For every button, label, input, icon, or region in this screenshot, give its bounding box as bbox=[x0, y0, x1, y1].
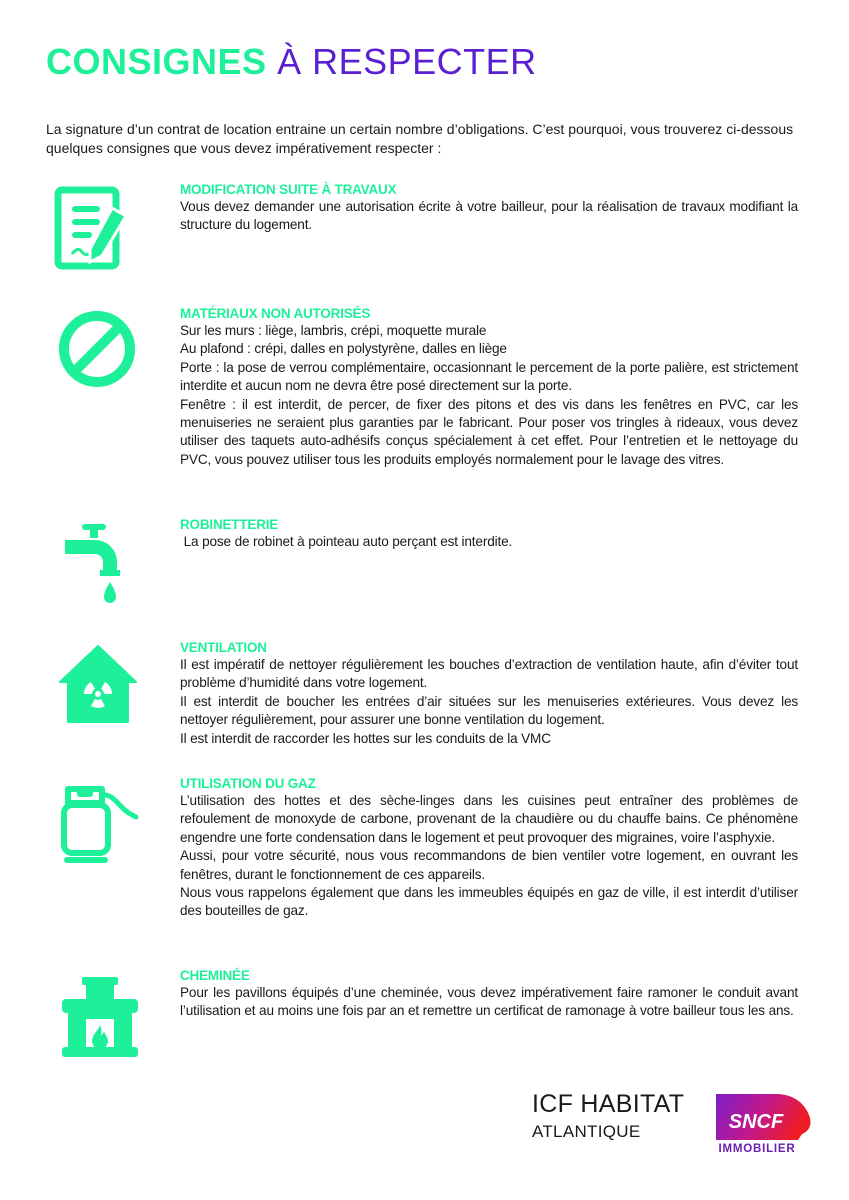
section-line: Sur les murs : liège, lambris, crépi, moquette murale bbox=[180, 323, 487, 338]
sncf-logo-text: SNCF bbox=[728, 1111, 784, 1133]
title-part-1: CONSIGNES bbox=[46, 41, 267, 82]
section-line: Aussi, pour votre sécurité, nous vous recommandons de bien ventiler votre logement, en ouvrant les fenêtres, durant le fonctionnement de ces appareils. bbox=[180, 848, 798, 882]
section-body bbox=[180, 656, 798, 748]
page-title bbox=[46, 40, 537, 84]
section-line: Porte : la pose de verrou complémentaire, occasionnant le percement de la porte palière, est strictement interdite et aucun nom ne devra être posé directement sur la porte. bbox=[180, 359, 798, 394]
fireplace-icon bbox=[62, 975, 138, 1057]
section-line: Il est impératif de nettoyer régulièrement les bouches d’extraction de ventilation haute, afin d’éviter tout problème d’humidité dans votre logement. bbox=[180, 657, 798, 691]
section-line: L’utilisation des hottes et des sèche-linges dans les cuisines peut entraîner des problèmes de refoulement de monoxyde de carbone, provenant de la chaudière ou du chauffe bains. Ce phénomène engendre une forte condensation dans le logement et peut provoquer des migraines, voire l’asphyxie. bbox=[180, 793, 798, 845]
section-robinetterie bbox=[180, 516, 798, 551]
section-line: La pose de robinet à pointeau auto perçant est interdite. bbox=[180, 534, 513, 549]
section-title: UTILISATION DU GAZ bbox=[180, 776, 316, 791]
section-line: Pour les pavillons équipés d’une cheminée, vous devez impérativement faire ramoner le conduit avant l’utilisation et au moins une fois par an et remettre un certificat de ramonage à votre bailleur tous les ans. bbox=[180, 985, 798, 1019]
section-title: VENTILATION bbox=[180, 640, 267, 655]
faucet-icon bbox=[62, 522, 134, 606]
section-body bbox=[180, 792, 798, 921]
section-title: MODIFICATION SUITE À TRAVAUX bbox=[180, 182, 397, 197]
gas-bottle-icon bbox=[60, 785, 140, 865]
title-part-2: À RESPECTER bbox=[277, 41, 537, 82]
document-edit-icon bbox=[52, 186, 132, 272]
section-ventilation bbox=[180, 639, 798, 748]
section-modification bbox=[180, 181, 798, 235]
section-line: Nous vous rappelons également que dans les immeubles équipés en gaz de ville, il est interdit d’utiliser des bouteilles de gaz. bbox=[180, 885, 798, 919]
sncf-immobilier-label: IMMOBILIER bbox=[718, 1143, 796, 1155]
brand-line-2: ATLANTIQUE bbox=[532, 1122, 641, 1141]
section-title: CHEMINÉE bbox=[180, 968, 250, 983]
section-title: ROBINETTERIE bbox=[180, 517, 279, 532]
section-title: MATÉRIAUX NON AUTORISÉS bbox=[180, 306, 371, 321]
brand-line-1: ICF HABITAT bbox=[532, 1090, 685, 1118]
section-body bbox=[180, 198, 798, 235]
section-line: Il est interdit de boucher les entrées d’air situées sur les menuiseries extérieures. Vous devez les nettoyer régulièrement, pour assurer une bonne ventilation du logement. bbox=[180, 693, 798, 728]
section-body bbox=[180, 533, 798, 551]
section-gaz bbox=[180, 775, 798, 921]
section-materiaux bbox=[180, 305, 798, 469]
prohibited-icon bbox=[57, 309, 137, 389]
section-cheminee bbox=[180, 967, 798, 1021]
section-body bbox=[180, 984, 798, 1021]
icf-habitat-logo bbox=[532, 1090, 684, 1143]
house-ventilation-icon bbox=[58, 644, 138, 726]
section-body bbox=[180, 322, 798, 469]
section-line: Au plafond : crépi, dalles en polystyrène, dalles en liège bbox=[180, 341, 507, 357]
section-line: Fenêtre : il est interdit, de percer, de fixer des pitons et des vis dans les fenêtres en PVC, car les menuiseries ne seraient plus garanties par le fabricant. Pour poser vos tringles à rideaux, vous devez utiliser des taquets auto-adhésifs conçus spécialement à cet effet. Pour l’entretien et le nettoyage du PVC, vous pouvez utiliser tous les produits employés normalement pour le lavage des vitres. bbox=[180, 396, 798, 467]
intro-paragraph: La signature d’un contrat de location entraine un certain nombre d’obligations. C’est pourquoi, vous trouverez ci-dessous quelques consignes que vous devez impérativement respecter : bbox=[46, 121, 794, 156]
section-line: Il est interdit de raccorder les hottes sur les conduits de la VMC bbox=[180, 730, 551, 746]
section-line: Vous devez demander une autorisation écrite à votre bailleur, pour la réalisation de travaux modifiant la structure du logement. bbox=[180, 199, 798, 233]
